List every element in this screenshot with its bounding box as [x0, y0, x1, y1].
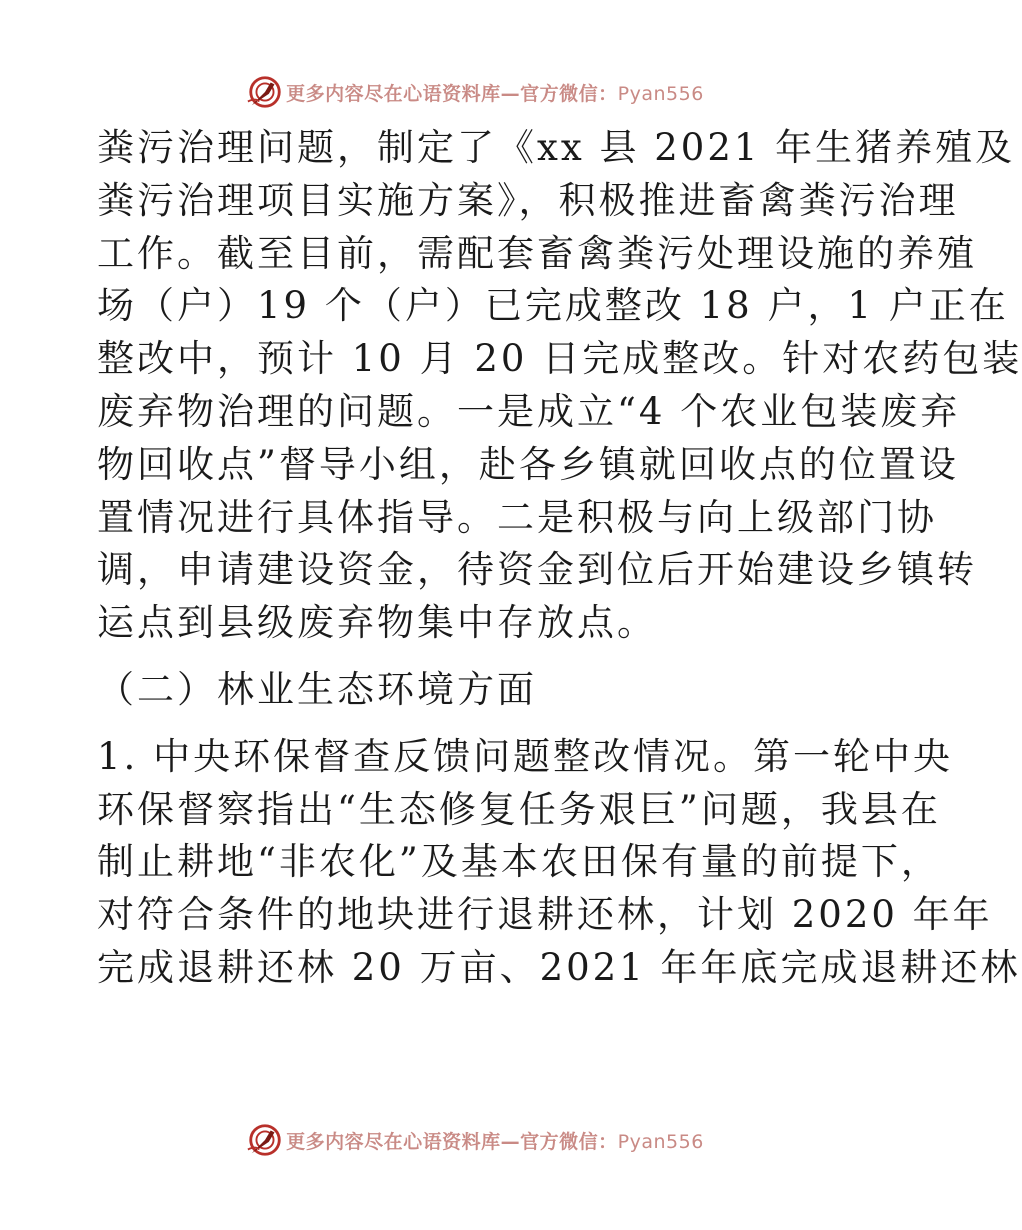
paragraph-line: 工作。截至目前，需配套畜禽粪污处理设施的养殖	[97, 231, 977, 275]
paragraph-line: 废弃物治理的问题。一是成立“4 个农业包装废弃	[97, 389, 961, 433]
paragraph-line: 粪污治理问题，制定了《xx 县 2021 年生猪养殖及	[97, 126, 1016, 169]
paragraph-line: 完成退耕还林 20 万亩、2021 年年底完成退耕还林	[97, 945, 1021, 989]
paragraph-line: 环保督察指出“生态修复任务艰巨”问题，我县在	[97, 787, 941, 831]
paragraph-line: 制止耕地“非农化”及基本农田保有量的前提下，	[97, 840, 941, 884]
document-body	[97, 122, 1022, 995]
paragraph-line: 粪污治理项目实施方案》，积极推进畜禽粪污治理	[97, 178, 959, 222]
paragraph-gap	[97, 717, 867, 731]
watermark-wechat-id: Pyan556	[617, 1130, 704, 1153]
paragraph-line: 物回收点”督导小组，赴各乡镇就回收点的位置设	[97, 442, 959, 486]
paragraph-gap	[97, 650, 867, 664]
paragraph-line: 置情况进行具体指导。二是积极与向上级部门协	[97, 495, 937, 539]
paragraph-line: 对符合条件的地块进行退耕还林，计划 2020 年年	[97, 893, 993, 937]
watermark-text: 更多内容尽在心语资料库—官方微信：Pyan556	[286, 82, 704, 105]
paragraph-line: 调，申请建设资金，待资金到位后开始建设乡镇转	[97, 548, 977, 592]
seal-logo-icon	[246, 73, 284, 111]
paragraph-line: 整改中，预计 10 月 20 日完成整改。针对农药包装	[97, 337, 1022, 381]
watermark-footer	[0, 1118, 950, 1162]
seal-logo-icon	[246, 1121, 284, 1159]
paragraph-line: 场（户）19 个（户）已完成整改 18 户，1 户正在	[97, 284, 1009, 328]
paragraph-line: 1. 中央环保督查反馈问题整改情况。第一轮中央	[97, 734, 954, 778]
watermark-text: 更多内容尽在心语资料库—官方微信：Pyan556	[286, 1130, 704, 1153]
watermark-wechat-id: Pyan556	[617, 82, 704, 105]
section-heading: （二）林业生态环境方面	[97, 667, 537, 711]
paragraph-line: 运点到县级废弃物集中存放点。	[97, 601, 657, 645]
watermark-header	[0, 70, 950, 114]
